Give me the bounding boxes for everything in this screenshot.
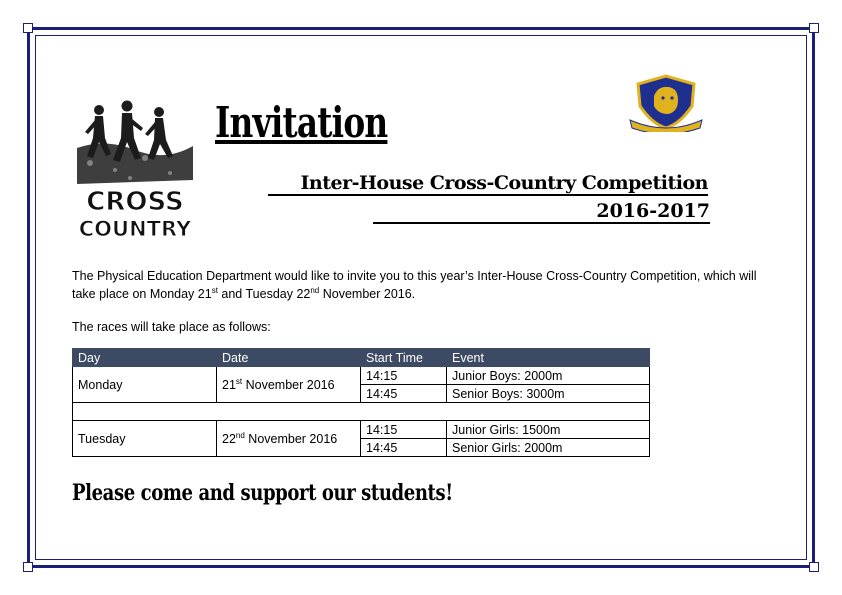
- school-crest-icon: [628, 72, 704, 132]
- day-cell: Monday: [73, 367, 217, 403]
- event-cell: Senior Boys: 3000m: [447, 385, 650, 403]
- event-cell: Junior Boys: 2000m: [447, 367, 650, 385]
- invitation-title: Invitation: [215, 98, 388, 147]
- date-superscript: nd: [235, 430, 245, 440]
- races-intro: The races will take place as follows:: [72, 320, 271, 334]
- border-corner: [23, 562, 33, 572]
- intro-superscript: st: [211, 285, 218, 295]
- cross-country-logo: [75, 88, 195, 248]
- header-date: Date: [217, 349, 361, 367]
- date-rest: November 2016: [244, 431, 338, 446]
- table-row: [73, 421, 650, 439]
- header-event: Event: [447, 349, 650, 367]
- races-table: [72, 348, 650, 457]
- time-cell: 14:45: [361, 439, 447, 457]
- intro-text: The Physical Education Department would like to invite you to this year’s Inter-House Cross-Country Competition, which will take place on Monday 21: [72, 269, 757, 301]
- intro-superscript: nd: [310, 285, 320, 295]
- time-cell: 14:45: [361, 385, 447, 403]
- time-cell: 14:15: [361, 421, 447, 439]
- header-start-time: Start Time: [361, 349, 447, 367]
- date-superscript: st: [235, 376, 243, 386]
- event-cell: Senior Girls: 2000m: [447, 439, 650, 457]
- intro-text: and Tuesday 22: [217, 287, 311, 301]
- date-day: 22: [222, 431, 236, 446]
- date-day: 21: [222, 377, 236, 392]
- competition-subtitle: Inter-House Cross-Country Competition: [268, 172, 708, 196]
- border-corner: [809, 562, 819, 572]
- border-corner: [809, 23, 819, 33]
- closing-message: Please come and support our students!: [72, 480, 453, 506]
- day-cell: Tuesday: [73, 421, 217, 457]
- border-corner: [23, 23, 33, 33]
- spacer-cell: [73, 403, 650, 421]
- date-cell: [217, 367, 361, 403]
- competition-years: 2016-2017: [373, 200, 710, 224]
- table-row: [73, 367, 650, 385]
- intro-paragraph: [72, 267, 772, 303]
- logo-text-cross: CROSS: [86, 187, 184, 217]
- date-rest: November 2016: [242, 377, 335, 392]
- date-cell: [217, 421, 361, 457]
- header-day: Day: [73, 349, 217, 367]
- time-cell: 14:15: [361, 367, 447, 385]
- table-spacer-row: [73, 403, 650, 421]
- intro-text: November 2016.: [319, 287, 416, 301]
- logo-text-country: COUNTRY: [78, 217, 192, 241]
- event-cell: Junior Girls: 1500m: [447, 421, 650, 439]
- table-header-row: [73, 349, 650, 367]
